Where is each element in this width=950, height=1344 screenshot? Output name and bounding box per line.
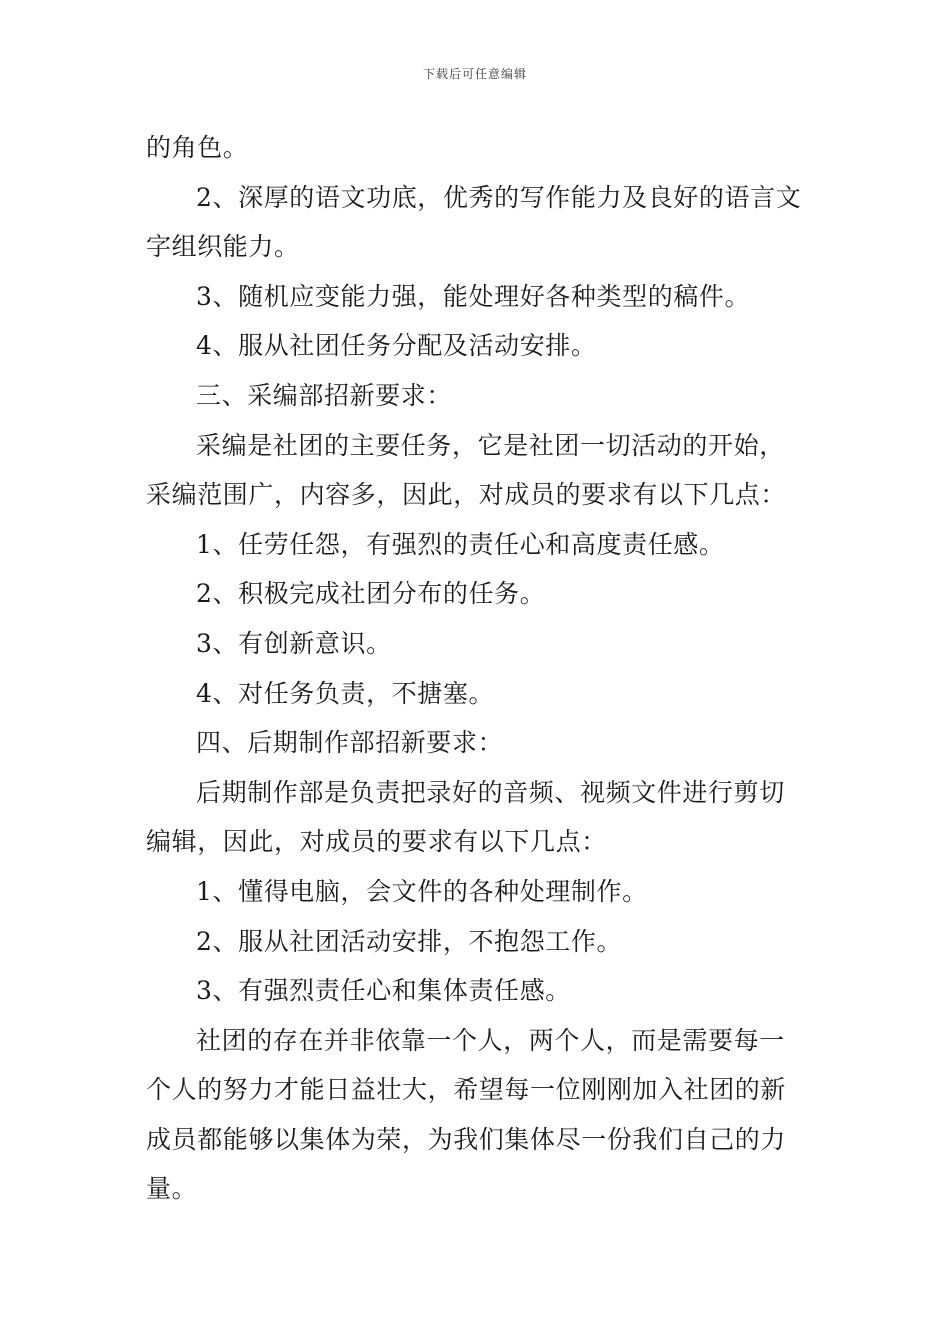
paragraph-continuation: 个人的努力才能日益壮大，希望每一位刚刚加入社团的新 [146, 1075, 787, 1105]
paragraph-continuation: 量。 [146, 1174, 198, 1204]
list-item: 3、有创新意识。 [196, 628, 392, 658]
paragraph-continuation: 的角色。 [146, 133, 249, 162]
document-body [146, 128, 808, 1219]
list-item: 3、随机应变能力强，能处理好各种类型的稿件。 [196, 281, 751, 311]
paragraph: 社团的存在并非依靠一个人，两个人，而是需要每一 [196, 1025, 785, 1055]
section-heading: 三、采编部招新要求： [196, 380, 453, 410]
list-item-continuation: 字组织能力。 [146, 232, 300, 262]
list-item: 2、积极完成社团分布的任务。 [196, 579, 546, 609]
list-item: 4、对任务负责，不搪塞。 [196, 678, 495, 708]
section-heading: 四、后期制作部招新要求： [196, 728, 504, 758]
list-item: 4、服从社团任务分配及活动安排。 [196, 331, 597, 361]
paragraph-continuation: 采编范围广，内容多，因此，对成员的要求有以下几点： [146, 480, 787, 510]
paragraph-continuation: 编辑，因此，对成员的要求有以下几点： [146, 827, 607, 857]
list-item: 2、服从社团活动安排，不抱怨工作。 [196, 926, 623, 956]
list-item: 1、任劳任怨，有强烈的责任心和高度责任感。 [196, 529, 725, 559]
page-header: 下载后可任意编辑 [422, 67, 527, 81]
paragraph: 采编是社团的主要任务，它是社团一切活动的开始， [196, 430, 785, 460]
paragraph: 后期制作部是负责把录好的音频、视频文件进行剪切 [196, 777, 785, 807]
list-item: 3、有强烈责任心和集体责任感。 [196, 976, 571, 1006]
list-item: 2、深厚的语文功底，优秀的写作能力及良好的语言文 [196, 182, 802, 212]
list-item: 1、懂得电脑，会文件的各种处理制作。 [196, 876, 648, 906]
paragraph-continuation: 成员都能够以集体为荣，为我们集体尽一份我们自己的力 [146, 1124, 787, 1154]
